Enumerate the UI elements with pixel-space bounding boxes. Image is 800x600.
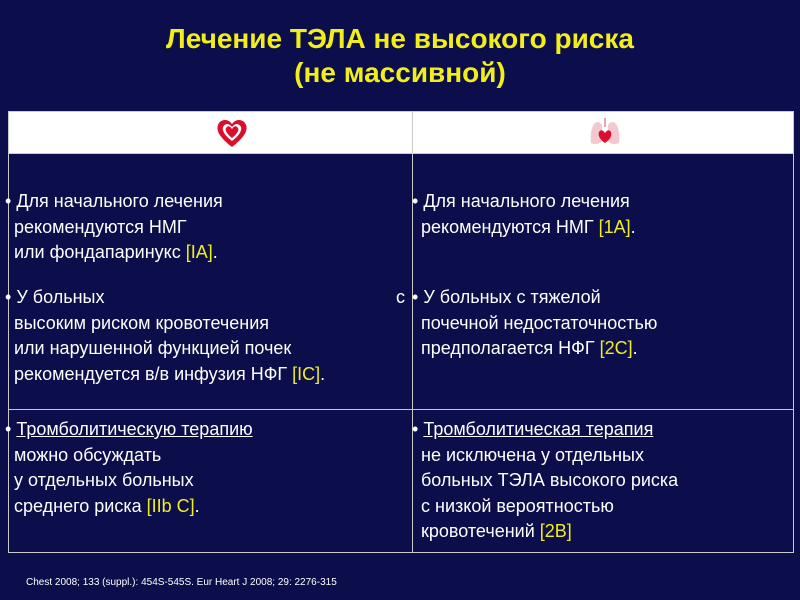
citation: [2B] (539, 521, 572, 541)
row-2-right-line-1 (412, 285, 792, 311)
row-1-left-cell (5, 189, 405, 266)
lungs-heart-icon (587, 115, 623, 151)
comparison-table (5, 111, 794, 553)
row-3-right-line-5 (412, 519, 792, 545)
row-2-right-line-2: почечной недостаточностью (421, 312, 658, 333)
row-3-left-line-1 (5, 417, 405, 443)
row-3-right-line-2: не исключена у отдельных (421, 444, 644, 465)
text: Тромболитическая терапия (423, 419, 654, 439)
row-3-right-line-1 (412, 417, 792, 443)
row-divider-2 (9, 409, 793, 410)
text: или фондапаринукс (14, 242, 186, 262)
slide-title (0, 22, 800, 90)
row-1-left-line-1 (5, 189, 405, 215)
row-3-left-line-2: можно обсуждать (14, 444, 162, 465)
row-2-left-cell (5, 285, 405, 387)
row-1-right-line-2 (412, 215, 792, 241)
row-2-left-line-4 (5, 362, 405, 388)
row-3-right-cell (412, 417, 792, 545)
citation: [IA] (185, 242, 213, 262)
heart-icon (215, 117, 249, 149)
bullet: • (412, 191, 419, 211)
row-3-right-line-4: с низкой вероятностью (421, 495, 614, 516)
citation: [IIb C] (146, 495, 195, 516)
text: рекомендуется в/в инфузия НФГ (14, 363, 293, 384)
bullet: • (5, 419, 12, 439)
text: У больных (16, 287, 105, 307)
bullet: • (5, 191, 12, 211)
text: рекомендуются НМГ (421, 216, 599, 237)
row-2-left-line-3: или нарушенной функцией почек (14, 338, 292, 358)
row-divider-1 (9, 153, 793, 154)
reference-footer: Chest 2008; 133 (suppl.): 454S-545S. Eur Heart J 2008; 29: 2276-315 (26, 577, 337, 588)
table-header-row (9, 112, 793, 154)
text: с (396, 287, 405, 307)
row-1-right-cell (412, 189, 792, 240)
text: Тромболитическую терапию (16, 419, 253, 439)
bullet: • (412, 419, 419, 439)
bullet: • (5, 287, 12, 307)
citation: [IC] (292, 363, 321, 384)
text: Для начального лечения (423, 191, 630, 211)
bullet: • (412, 287, 419, 307)
text: . (212, 242, 218, 262)
row-2-left-line-1 (5, 285, 405, 311)
row-3-left-line-4 (5, 494, 405, 520)
row-1-left-line-2: рекомендуются НМГ (14, 216, 187, 237)
row-2-right-cell (412, 285, 792, 362)
text: Для начального лечения (16, 191, 223, 211)
text: среднего риска (14, 495, 147, 516)
title-line-1: Лечение ТЭЛА не высокого риска (166, 23, 634, 54)
row-3-left-cell (5, 417, 405, 519)
row-1-left-line-3 (5, 240, 405, 266)
row-3-right-line-3: больных ТЭЛА высокого риска (421, 470, 679, 490)
text: предполагается НФГ (421, 338, 600, 358)
text: У больных с тяжелой (423, 287, 601, 307)
text: кровотечений (421, 521, 540, 541)
row-2-right-line-3 (412, 336, 792, 362)
title-line-2: (не массивной) (294, 57, 506, 88)
text: . (320, 363, 326, 384)
row-1-right-line-1 (412, 189, 792, 215)
row-2-left-line-2: высоким риском кровотечения (14, 312, 270, 333)
text: . (630, 216, 636, 237)
citation: [2C] (599, 338, 633, 358)
row-3-left-line-3: у отдельных больных (14, 470, 194, 490)
text: . (194, 495, 200, 516)
text: . (632, 338, 638, 358)
citation: [1A] (598, 216, 631, 237)
